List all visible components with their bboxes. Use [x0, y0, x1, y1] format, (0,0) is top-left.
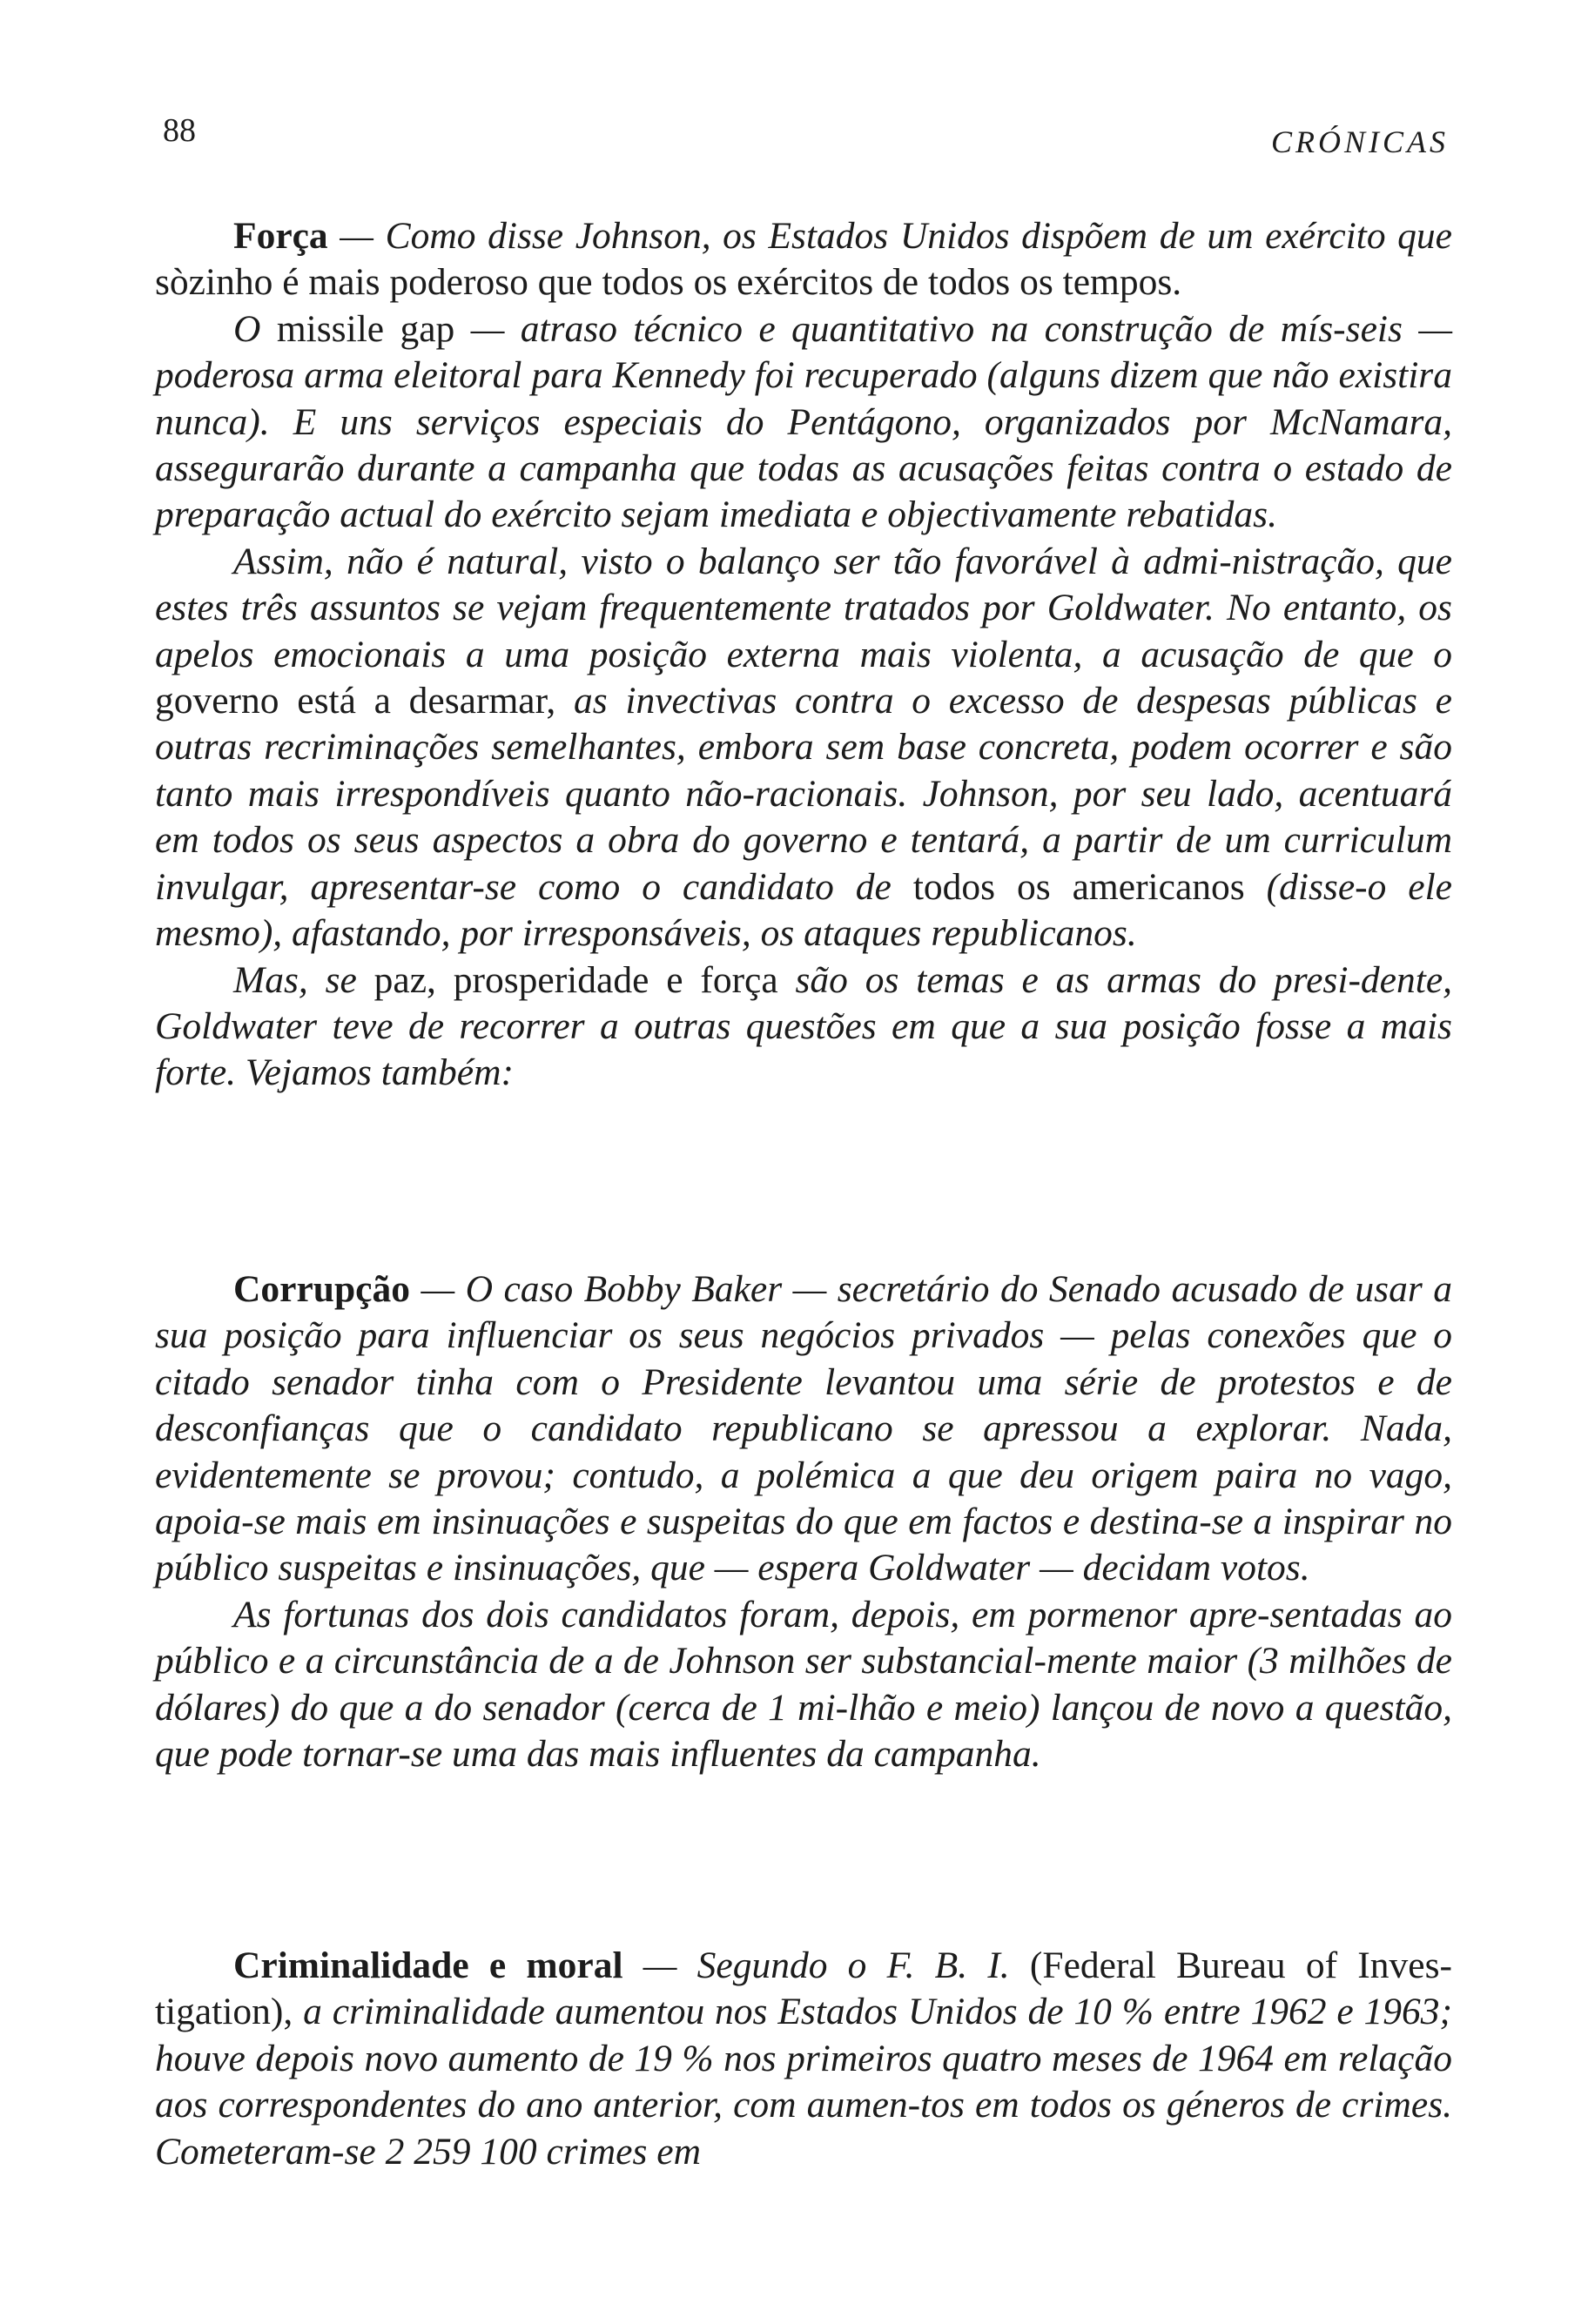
section-heading: Corrupção: [233, 1268, 410, 1310]
paragraph: [155, 213, 1452, 306]
text-run: a criminalidade aumentou nos Estados Unidos de 10 % entre 1962 e 1963; houve depois novo aumento de 19 % nos primeiros quatro meses de 1964 em relação aos correspondentes do ano anterior, com aumen-tos em todos os géneros de crimes. Cometeram-se 2 259 100 crimes em: [155, 1991, 1452, 2173]
text-run: (Federal Bureau of Inves-tigation),: [155, 1945, 1452, 2033]
text-run: Mas, se: [233, 958, 374, 1001]
text-run: sòzinho é mais poderoso que todos os exércitos de todos os tempos.: [155, 261, 1182, 304]
paragraph: [155, 1943, 1452, 2175]
section-criminalidade: [155, 1943, 1452, 2175]
text-run: O: [233, 307, 277, 350]
text-run: as invectivas contra o excesso de despesas públicas e outras recriminações semelhantes, embora sem base concreta, podem ocorrer e são tanto mais irrespondíveis quanto não-racionais. Johnson, por seu lado, acentuará em todos os seus aspectos a obra do governo e tentará, a partir de um curriculum invulgar, apresentar-se como o candidato de: [155, 680, 1452, 908]
paragraph: [155, 1592, 1452, 1778]
paragraph: [155, 539, 1452, 957]
text-run: missile gap: [276, 307, 455, 350]
section-forca: [155, 213, 1452, 1097]
paragraph: [155, 1266, 1452, 1592]
paragraph: [155, 957, 1452, 1097]
text-run: são os temas e as armas do presi-dente, Goldwater teve de recorrer a outras questões em que a sua posição fosse a mais forte. Vejamos também:: [155, 958, 1453, 1094]
text-run: — atraso técnico e quantitativo na construção de mís-seis — poderosa arma eleitoral para Kennedy foi recuperado (alguns dizem que não existira nunca). E uns serviços especiais do Pentágono, organizados por McNamara, assegurarão durante a campanha que todas as acusações feitas contra o estado de preparação actual do exército sejam imediata e objectivamente rebatidas.: [155, 307, 1452, 536]
text-run: Assim, não é natural, visto o balanço ser tão favorável à admi-nistração, que estes três assuntos se vejam frequentemente tratados por Goldwater. No entanto, os apelos emocionais a uma posição externa mais violenta, a acusação de que o: [155, 540, 1452, 675]
text-run: — Como disse Johnson, os Estados Unidos dispõem de um exército que: [327, 215, 1452, 257]
section-heading: Força: [233, 215, 328, 257]
text-run: — O caso Bobby Baker — secretário do Senado acusado de usar a sua posição para influenciar os seus negócios privados — pelas conexões que o citado senador tinha com o Presidente levantou uma série de protestos e de desconfianças que o candidato republicano se apressou a explorar. Nada, evidentemente se provou; contudo, a polémica a que deu origem paira no vago, apoia-se mais em insinuações e suspeitas do que em factos e destina-se a inspirar no público suspeitas e insinuações, que — espera Goldwater — decidam votos.: [155, 1268, 1452, 1589]
text-run: (disse-o ele mesmo), afastando, por irresponsáveis, os ataques republicanos.: [155, 865, 1452, 955]
text-run: — Segundo o F. B. I.: [622, 1945, 1030, 1986]
section-corrupcao: [155, 1266, 1452, 1777]
running-title: CRÓNICAS: [1270, 124, 1449, 159]
paragraph: [155, 306, 1452, 539]
page-number: 88: [163, 112, 196, 149]
text-run: paz, prosperidade e força: [373, 958, 778, 1001]
section-heading: Criminalidade e moral: [233, 1945, 623, 1986]
text-run: As fortunas dos dois candidatos foram, depois, em pormenor apre-sentadas ao público e a circunstância de a de Johnson ser substancial-mente maior (3 milhões de dólares) do que a do senador (cerca de 1 mi-lhão e meio) lançou de novo a questão, que pode tornar-se uma das mais influentes da campanha.: [155, 1593, 1452, 1776]
text-run: todos os americanos: [912, 865, 1245, 908]
text-run: governo está a desarmar,: [155, 680, 556, 722]
